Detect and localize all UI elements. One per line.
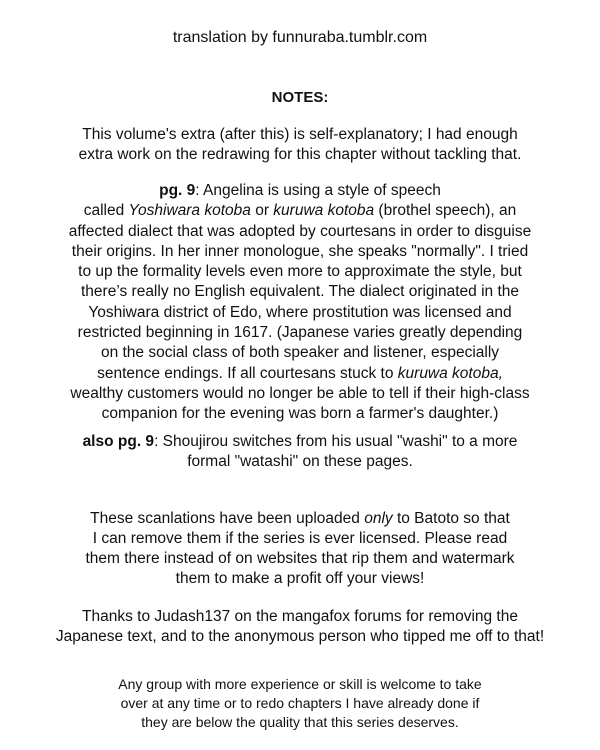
notice-text: to Batoto so that: [392, 510, 510, 527]
intro-paragraph: [0, 125, 600, 165]
note-pg9-line: on the social class of both speaker and listener, especially: [100, 344, 500, 362]
note-pg9-line: wealthy customers would no longer be able to tell if their high-class: [70, 384, 530, 402]
translator-credit: [0, 28, 600, 48]
note-pg9-line: [0, 181, 600, 201]
upload-notice-line: [0, 509, 600, 529]
note-pg9-line: their origins. In her inner monologue, she speaks "normally". I tried: [71, 242, 529, 260]
note-pg9-line: there’s really no English equivalent. The dialect originated in the: [80, 283, 519, 301]
emphasis-only: only: [364, 510, 393, 527]
intro-line: This volume's extra (after this) is self-explanatory; I had enough: [82, 126, 518, 143]
thanks-paragraph: [0, 607, 600, 647]
note-pg9-line: [0, 364, 600, 384]
note-pg9-label: pg. 9: [159, 182, 196, 199]
takeover-line: Any group with more experience or skill is welcome to take: [118, 676, 482, 692]
note-pg9-line: [0, 201, 600, 221]
note-pg9-line: restricted beginning in 1617. (Japanese varies greatly depending: [77, 324, 523, 342]
thanks-line: Thanks to Judash137 on the mangafox forums for removing the: [82, 608, 518, 625]
note-pg9-line: companion for the evening was born a farmer's daughter.): [101, 405, 499, 423]
takeover-paragraph: [0, 675, 600, 732]
note-text: sentence endings. If all courtesans stuck to: [97, 364, 398, 382]
notes-title: NOTES:: [271, 89, 329, 106]
intro-line: extra work on the redrawing for this chapter without tackling that.: [78, 146, 522, 163]
note-also-pg9-paragraph: [0, 432, 600, 472]
note-pg9-text: : Angelina is using a style of speech: [195, 182, 441, 199]
note-pg9-line: Yoshiwara district of Edo, where prostitution was licensed and: [88, 303, 512, 321]
note-pg9-line: affected dialect that was adopted by courtesans in order to disguise: [68, 222, 532, 240]
note-also-pg9-line: [0, 432, 600, 452]
upload-notice-paragraph: [0, 509, 600, 589]
credit-text: translation by funnuraba.tumblr.com: [172, 29, 428, 46]
thanks-line: Japanese text, and to the anonymous person who tipped me off to that!: [55, 628, 545, 645]
term-kuruwa-kotoba: kuruwa kotoba: [273, 202, 375, 220]
term-yoshiwara-kotoba: Yoshiwara kotoba: [128, 202, 251, 220]
note-also-pg9-line: formal "watashi" on these pages.: [187, 453, 413, 470]
note-also-pg9-label: also pg. 9: [82, 433, 155, 450]
upload-notice-line: them to make a profit off your views!: [175, 570, 425, 587]
term-kuruwa-kotoba: kuruwa kotoba,: [397, 364, 503, 382]
upload-notice-line: them there instead of on websites that rip them and watermark: [85, 550, 515, 567]
note-pg9-paragraph: [0, 181, 600, 425]
note-text: (brothel speech), an: [374, 202, 517, 220]
note-text: : Shoujirou switches from his usual "washi" to a more: [154, 433, 518, 450]
takeover-line: over at any time or to redo chapters I have already done if: [120, 695, 480, 711]
note-pg9-line: to up the formality levels even more to approximate the style, but: [78, 263, 522, 281]
takeover-line: they are below the quality that this series deserves.: [141, 714, 459, 730]
notice-text: These scanlations have been uploaded: [90, 510, 365, 527]
notes-heading: [0, 88, 600, 108]
note-text: called: [83, 202, 129, 220]
upload-notice-line: I can remove them if the series is ever licensed. Please read: [92, 530, 508, 547]
note-text: or: [250, 202, 274, 220]
